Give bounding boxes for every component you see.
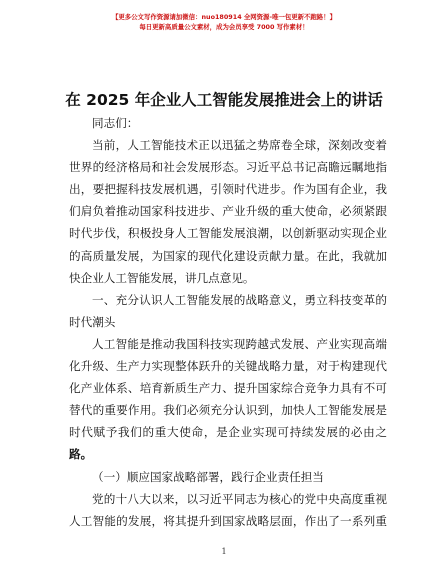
promo-banner: [0, 12, 448, 32]
promo-banner-line-2: 每日更新高质量公文素材，成为会员享受 7000 写作素材！: [139, 23, 309, 31]
document-title: 在 2025 年企业人工智能发展推进会上的讲话: [65, 91, 383, 109]
paragraph-line: 化升级、生产力实现整体跃升的关键战略力量，对于构建现代: [69, 359, 387, 374]
page-number: 1: [221, 547, 227, 556]
paragraph-line: 人工智能的发展，将其提升到国家战略层面，作出了一系列重: [69, 513, 387, 528]
paragraph-line: 时代赋予我们的重大使命，是企业实现可持续发展的必由之: [69, 425, 387, 440]
section-heading-line: 一、充分认识人工智能发展的战略意义，勇立科技变革的: [92, 292, 387, 307]
paragraph-line: 路。: [69, 447, 93, 462]
paragraph-line: 替代的重要作用。我们必须充分认识到，加快人工智能发展是: [69, 403, 387, 418]
paragraph-line: 时代步伐，积极投身人工智能发展浪潮，以创新驱动实现企业: [69, 226, 387, 241]
paragraph-line: 当前，人工智能技术正以迅猛之势席卷全球，深刻改变着: [92, 138, 387, 153]
paragraph-line: 人工智能是推动我国科技实现跨越式发展、产业实现高端: [92, 336, 387, 351]
paragraph-line: 快企业人工智能发展，讲几点意见。: [69, 270, 255, 285]
paragraph-line: 的高质量发展，为国家的现代化建设贡献力量。在此，我就加: [69, 248, 387, 263]
paragraph-line: 党的十八大以来，以习近平同志为核心的党中央高度重视: [92, 491, 387, 506]
paragraph-line: 出，要把握科技发展机遇，引领时代进步。作为国有企业，我: [69, 182, 387, 197]
subsection-heading: （一）顺应国家战略部署，践行企业责任担当: [92, 469, 324, 484]
paragraph-line: 世界的经济格局和社会发展形态。习近平总书记高瞻远瞩地指: [69, 160, 387, 175]
paragraph-line: 们肩负着推动国家科技进步、产业升级的重大使命，必须紧跟: [69, 204, 387, 219]
salutation: 同志们：: [92, 116, 139, 130]
document-body: [69, 112, 387, 532]
paragraph-line: 化产业体系、培育新质生产力、提升国家综合竞争力具有不可: [69, 381, 387, 396]
promo-banner-line-1: 【更多公文写作资源请加微信：nuo180914 全网资源-唯一包更新不跑路！】: [112, 13, 336, 21]
section-heading-line: 时代潮头: [69, 314, 116, 329]
